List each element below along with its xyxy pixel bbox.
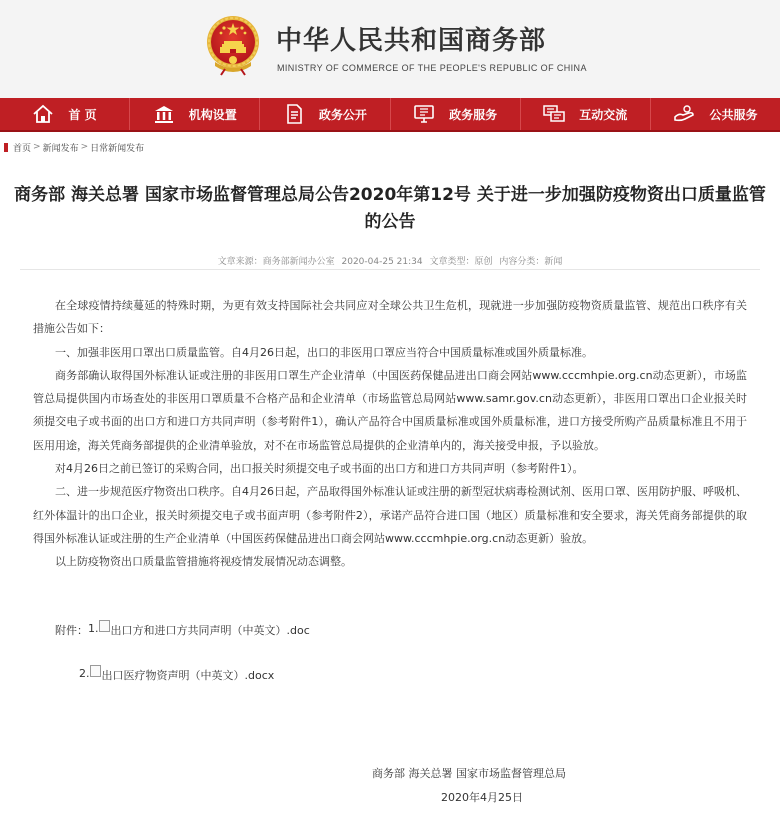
nav-item-organization[interactable] (130, 98, 260, 130)
nav-label: 政务公开 (318, 107, 367, 122)
article-body (33, 294, 747, 574)
nav-label: 首 页 (68, 107, 97, 122)
chat-icon (543, 104, 565, 124)
breadcrumb (4, 139, 144, 155)
breadcrumb-daily-news-link[interactable]: 日常新闻发布 (90, 143, 145, 154)
national-emblem-icon[interactable] (205, 14, 261, 76)
attachment-2 (79, 667, 274, 683)
article-meta (0, 254, 780, 267)
paragraph: 以上防疫物资出口质量监管措施将视疫情发展情况动态调整。 (55, 555, 352, 569)
building-icon (153, 104, 175, 124)
signatories: 商务部 海关总署 国家市场监督管理总局 (372, 767, 566, 780)
paragraph: 在全球疫情持续蔓延的特殊时期，为更有效支持国际社会共同应对全球公共卫生危机，现就进一步加强防疫物资质量监管、规范出口秩序有关措施公告如下： (33, 299, 747, 336)
paragraph: 商务部确认取得国外标准认证或注册的非医用口罩生产企业清单（中国医药保健品进出口商会网站www.cccmhpie.org.cn动态更新），市场监管总局提供国内市场查处的非医用口罩质量不合格产品和企业清单（市场监管总局网站www.samr.gov.cn动态更新），非医用口罩出口企业报关时须提交电子或书面的出口方和进口方共同声明（参考附件1），确认产品符合中国质量标准或国外质量标准，进口方接受所购产品质量标准且不用于医用用途，海关凭商务部提供的企业清单验放，对不在市场监管总局提供的企业清单内的，海关接受申报，予以验放。 (33, 368, 747, 452)
meta-category: 内容分类：新闻 (499, 257, 563, 267)
attachment-1 (55, 622, 310, 638)
nav-item-government-affairs[interactable] (260, 98, 390, 130)
nav-label: 政务服务 (449, 107, 498, 122)
meta-type: 文章类型：原创 (429, 257, 493, 267)
paragraph: 对4月26日之前已签订的采购合同，出口报关时须提交电子或书面的出口方和进口方共同声明（参考附件1）。 (55, 462, 584, 476)
meta-divider (20, 269, 760, 270)
site-title-cn: 中华人民共和国商务部 (276, 26, 547, 56)
attachments-label: 附件： (55, 624, 88, 637)
breadcrumb-home-link[interactable]: 首页 (13, 143, 32, 154)
monitor-icon (413, 104, 435, 124)
nav-label: 互动交流 (579, 107, 628, 122)
paragraph: 二、进一步规范医疗物资出口秩序。自4月26日起，产品取得国外标准认证或注册的新型冠状病毒检测试剂、医用口罩、医用防护服、呼吸机、红外体温计的出口企业，报关时须提交电子或书面声明（参考附件2），承诺产品符合进口国（地区）质量标准和安全要求，海关凭商务部提供的取得国外标准认证或注册的生产企业清单（中国医药保健品进出口商会网站www.cccmhpie.org.cn动态更新）验放。 (33, 485, 747, 545)
article-title: 商务部 海关总署 国家市场监督管理总局公告2020年第12号 关于进一步加强防疫物资出口质量监管的公告 (14, 185, 766, 232)
broken-image-icon (99, 620, 110, 632)
nav-label: 机构设置 (188, 107, 237, 122)
breadcrumb-separator: > (33, 142, 41, 152)
main-nav (0, 98, 780, 132)
attachment-number: 2. (79, 667, 90, 680)
nav-label: 公共服务 (709, 107, 758, 122)
paragraph: 一、加强非医用口罩出口质量监管。自4月26日起，出口的非医用口罩应当符合中国质量标准或国外质量标准。 (55, 345, 593, 359)
meta-source: 文章来源：商务部新闻办公室 (217, 257, 335, 267)
home-icon (32, 104, 54, 124)
broken-image-icon (90, 665, 101, 677)
attachment-link[interactable]: 出口方和进口方共同声明（中英文）.doc (110, 624, 310, 637)
nav-item-home[interactable] (0, 98, 130, 130)
document-icon (283, 104, 305, 124)
meta-date: 2020-04-25 21:34 (341, 257, 423, 267)
breadcrumb-separator: > (80, 142, 89, 152)
handshake-icon (673, 104, 695, 124)
breadcrumb-marker (4, 143, 8, 152)
breadcrumb-news-link[interactable]: 新闻发布 (42, 143, 79, 154)
nav-item-gov-services[interactable] (391, 98, 521, 130)
attachment-link[interactable]: 出口医疗物资声明（中英文）.docx (101, 669, 275, 682)
nav-item-interaction[interactable] (521, 98, 651, 130)
site-header (0, 0, 780, 98)
sign-date: 2020年4月25日 (441, 791, 523, 804)
site-title-en: MINISTRY OF COMMERCE OF THE PEOPLE'S REPUBLIC OF CHINA (277, 63, 587, 73)
nav-item-public-services[interactable] (651, 98, 780, 130)
attachment-number: 1. (88, 622, 99, 635)
